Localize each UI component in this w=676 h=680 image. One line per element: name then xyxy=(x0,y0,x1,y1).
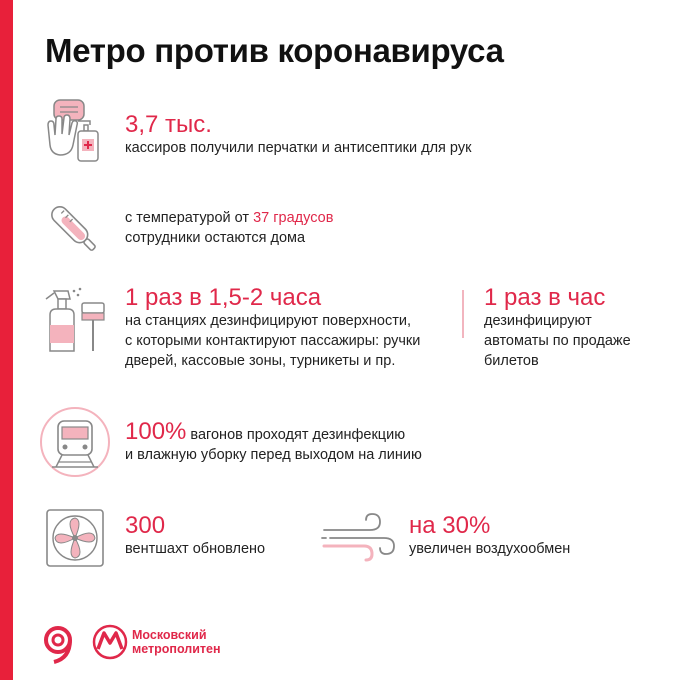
logo-text-line2: метрополитен xyxy=(132,642,221,656)
temperature-highlight: 37 градусов xyxy=(253,210,334,226)
train-icon xyxy=(38,405,112,479)
stat-ticket-line2: автоматы по продаже xyxy=(484,333,631,349)
stat-air-percent: на 30% xyxy=(409,512,491,539)
stat-station-line1: на станциях дезинфицируют поверхности, xyxy=(125,313,411,329)
stat-train-percent: 100% xyxy=(125,418,187,445)
stat-station-line2: с которыми контактируют пассажиры: ручки xyxy=(125,333,421,349)
stat-cashiers-text: кассиров получили перчатки и антисептики для рук xyxy=(125,140,472,156)
stat-temperature-line2: сотрудники остаются дома xyxy=(125,230,306,246)
wind-icon xyxy=(320,510,400,566)
stat-vent-text: вентшахт обновлено xyxy=(125,541,266,557)
stat-air-text: увеличен воздухообмен xyxy=(409,541,571,557)
metro-logo-icon xyxy=(92,624,128,660)
thermometer-icon xyxy=(42,197,106,261)
spray-cleaning-icon xyxy=(40,285,108,357)
page-title: Метро против коронавируса xyxy=(45,32,504,69)
column-divider xyxy=(462,290,464,338)
stat-cashiers-number: 3,7 тыс. xyxy=(125,111,212,138)
stat-station-line3: дверей, кассовые зоны, турникеты и пр. xyxy=(125,353,396,369)
logo-text-line1: Московский xyxy=(132,628,207,642)
moscow-transport-logo xyxy=(40,622,86,666)
stat-train-line1: 100% вагонов проходят дезинфекцию xyxy=(125,418,406,445)
accent-side-bar xyxy=(0,0,13,680)
gloves-mask-sanitizer-icon xyxy=(40,97,106,167)
stat-vent-number: 300 xyxy=(125,512,166,539)
stat-ticket-line3: билетов xyxy=(484,353,539,369)
ventilation-fan-icon xyxy=(43,506,107,570)
stat-ticket-line1: дезинфицируют xyxy=(484,313,592,329)
stat-train-line2: и влажную уборку перед выходом на линию xyxy=(125,447,422,463)
stat-ticket-machines-frequency: 1 раз в час xyxy=(484,284,606,311)
stat-station-frequency: 1 раз в 1,5-2 часа xyxy=(125,284,322,311)
stat-temperature-line1: с температурой от 37 градусов xyxy=(125,210,334,226)
